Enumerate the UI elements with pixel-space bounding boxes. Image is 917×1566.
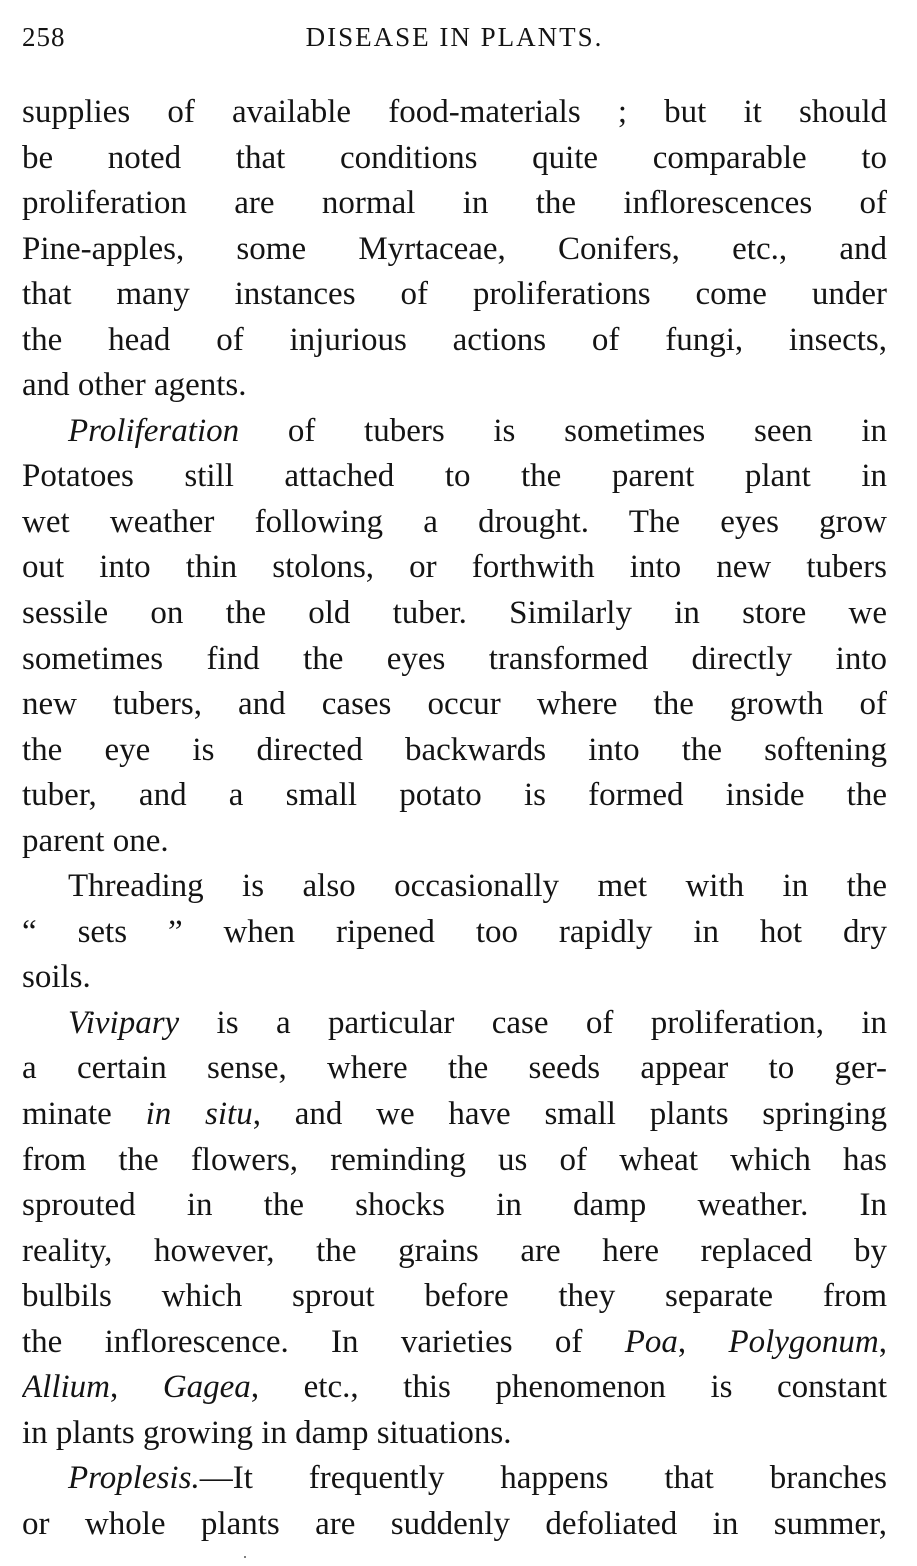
text-line [22,637,887,683]
text-run: sessile on the old tuber. Similarly in store we [22,595,887,632]
text-line [22,409,887,455]
text-line [22,910,887,956]
text-line [22,864,887,910]
text-line [22,1365,887,1411]
text-run: in plants growing in damp situations. [22,1414,512,1451]
text-run: tuber, and a small potato is formed inside the [22,777,887,814]
text-line [22,500,887,546]
text-line [22,1229,887,1275]
text-line [22,363,887,409]
text-run: of tubers is sometimes seen in [239,412,887,449]
text-run: parent one. [22,822,169,859]
text-line [22,318,887,364]
text-line [22,1183,887,1229]
text-run: “ sets ” when ripened too rapidly in hot dry [22,913,887,950]
text-run: , and we have small plants springing [252,1096,887,1133]
text-run: wet weather following a drought. The eyes grow [22,503,887,540]
text-run: the head of injurious actions of fungi, insects, [22,321,887,358]
text-line [22,1001,887,1047]
text-run: out into thin stolons, or forthwith into new tubers [22,549,887,586]
italic-text: Vivipary [68,1004,180,1041]
text-run: the eye is directed backwards into the softening [22,731,887,768]
text-run: bulbils which sprout before they separate from [22,1278,887,1315]
text-run: new tubers, and cases occur where the growth of [22,686,887,723]
text-line [22,591,887,637]
text-line [22,1138,887,1184]
text-line [22,181,887,227]
text-line [22,545,887,591]
text-run: be noted that conditions quite comparable to [22,139,887,176]
text-run: Pine-apples, some Myrtaceae, Conifers, etc., and [22,230,887,267]
text-run: a certain sense, where the seeds appear to ger- [22,1050,887,1087]
text-run: , etc., this phenomenon is constant [250,1369,887,1406]
italic-text: Polygonum [728,1323,879,1360]
text-line [22,1456,887,1502]
text-run: sometimes find the eyes transformed directly into [22,640,887,677]
text-line [22,272,887,318]
text-line [22,819,887,865]
text-run: , [110,1369,163,1406]
italic-text: Allium [22,1369,110,1406]
text-run: sprouted in the shocks in damp weather. In [22,1187,887,1224]
page-number: 258 [22,22,66,52]
text-run: soils. [22,959,91,996]
italic-text: in situ [145,1096,253,1133]
print-speck [244,1556,246,1558]
text-run: —It frequently happens that branches [199,1460,887,1497]
text-line [22,1092,887,1138]
italic-text: Poa [624,1323,678,1360]
text-run: reality, however, the grains are here replaced by [22,1232,887,1269]
text-run: from the flowers, reminding us of wheat which has [22,1141,887,1178]
text-run: supplies of available food-materials ; but it should [22,94,887,130]
text-line [22,682,887,728]
text-line [22,136,887,182]
text-run: is a particular case of proliferation, in [179,1004,887,1041]
text-line [22,1502,887,1548]
italic-text: Proplesis. [68,1460,200,1497]
text-run: proliferation are normal in the inflorescences of [22,185,887,222]
text-line [22,955,887,1001]
text-run: , [677,1323,729,1360]
text-line [22,1411,887,1457]
text-run: that many instances of proliferations come under [22,276,887,313]
page-header [22,22,887,62]
text-run: Threading is also occasionally met with in the [68,868,887,905]
text-line [22,1274,887,1320]
text-line [22,1320,887,1366]
text-run: minate [22,1096,146,1133]
body-text [22,90,887,1548]
text-line [22,90,887,136]
text-run: and other agents. [22,367,247,404]
text-line [22,227,887,273]
text-run: Potatoes still attached to the parent plant in [22,458,887,495]
running-title: DISEASE IN PLANTS. [305,22,604,52]
text-run: , [878,1323,887,1360]
italic-text: Proliferation [68,412,240,449]
text-line [22,454,887,500]
text-run: the inflorescence. In varieties of [22,1323,625,1360]
italic-text: Gagea [162,1369,251,1406]
text-line [22,1046,887,1092]
text-run: or whole plants are suddenly defoliated in summer, [22,1505,887,1542]
text-line [22,773,887,819]
text-line [22,728,887,774]
